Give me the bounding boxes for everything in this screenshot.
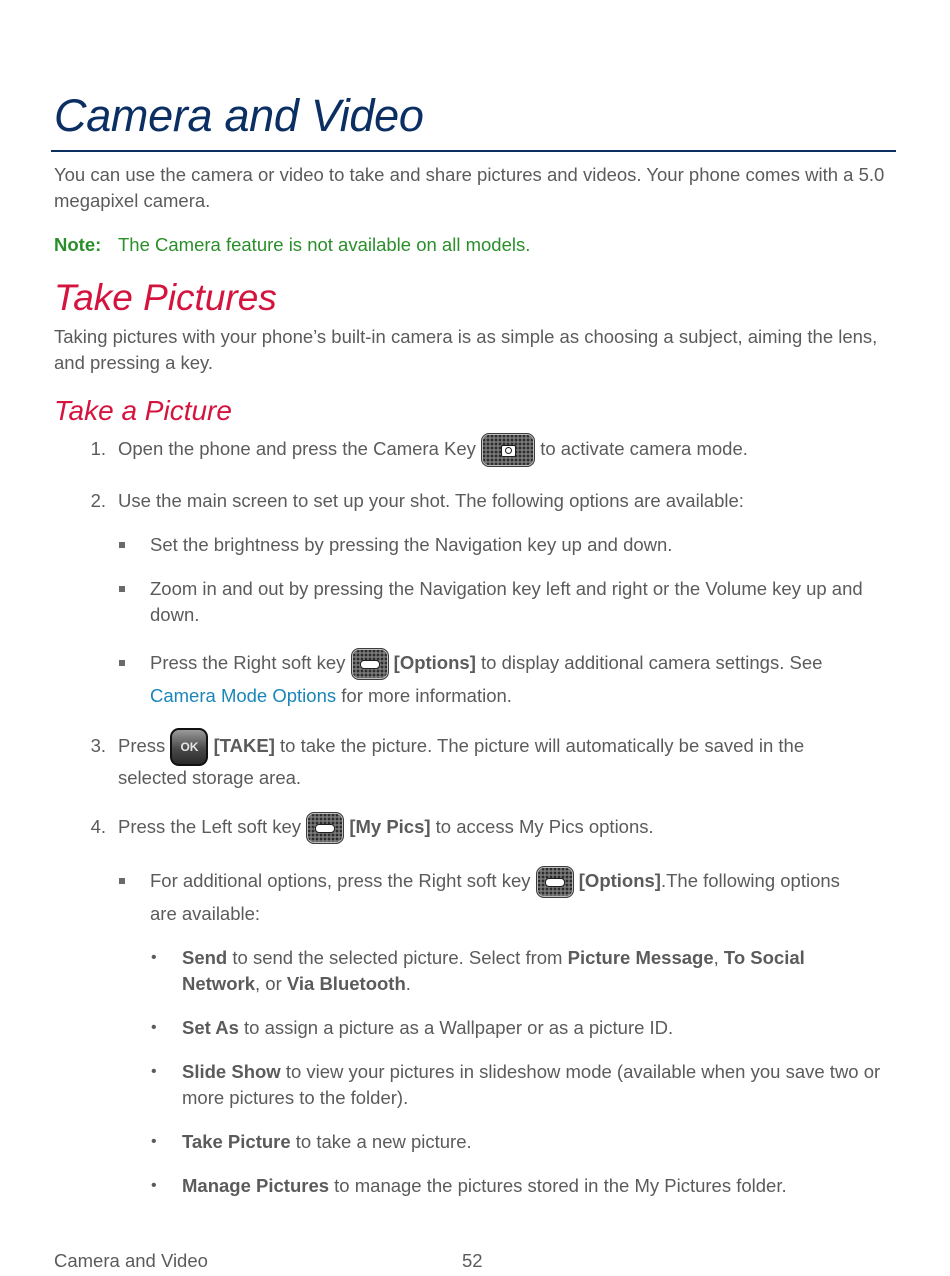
option-set-as bbox=[182, 1015, 882, 1041]
option-text: to take a new picture. bbox=[290, 1131, 472, 1152]
step-4 bbox=[118, 808, 898, 846]
subsection-heading-take-a-picture: Take a Picture bbox=[54, 395, 232, 426]
option-manage-pictures bbox=[182, 1173, 892, 1199]
bullet-dot: • bbox=[151, 1177, 157, 1194]
option-term: To Social Network bbox=[182, 947, 805, 994]
step-number: 1. bbox=[90, 438, 106, 459]
bullet-3-text-after: to display additional camera settings. See bbox=[481, 652, 823, 673]
title-rule bbox=[51, 150, 896, 152]
bullet-square bbox=[119, 542, 125, 548]
option-term: Set As bbox=[182, 1017, 239, 1038]
option-send bbox=[182, 945, 872, 997]
option-term: Slide Show bbox=[182, 1061, 281, 1082]
bullet-3-end: for more information. bbox=[341, 685, 512, 706]
options-label: [Options] bbox=[578, 870, 661, 891]
step-number: 2. bbox=[90, 490, 106, 511]
right-soft-key-icon bbox=[351, 648, 389, 680]
camera-key-icon bbox=[481, 433, 535, 467]
bullet-dot: • bbox=[151, 1063, 157, 1080]
step-3-line2: selected storage area. bbox=[118, 767, 302, 788]
option-text: to manage the pictures stored in the My Pictures folder. bbox=[329, 1175, 787, 1196]
camera-mode-options-link[interactable]: Camera Mode Options bbox=[150, 685, 337, 706]
intro-paragraph: You can use the camera or video to take and share pictures and videos. Your phone comes with a 5.0 megapixel camera. bbox=[54, 164, 885, 211]
option-term: Via Bluetooth bbox=[286, 973, 406, 994]
ok-key-icon: OK bbox=[170, 728, 208, 766]
separator: , bbox=[713, 947, 724, 968]
step-1-text-end: to activate camera mode. bbox=[540, 438, 748, 459]
option-term: Take Picture bbox=[182, 1131, 291, 1152]
step-3-text: Press bbox=[118, 735, 166, 756]
step-1-text: Open the phone and press the Camera Key bbox=[118, 438, 476, 459]
step-number: 3. bbox=[90, 735, 106, 756]
my-pics-label: [My Pics] bbox=[349, 816, 431, 837]
option-term: Picture Message bbox=[567, 947, 714, 968]
option-take-picture bbox=[182, 1129, 882, 1155]
option-term: Manage Pictures bbox=[182, 1175, 330, 1196]
step-4-text: Press the Left soft key bbox=[118, 816, 302, 837]
note-text: The Camera feature is not available on all models. bbox=[118, 234, 531, 255]
take-pictures-paragraph: Taking pictures with your phone’s built-in camera is as simple as choosing a subject, aiming the lens, and pressing a key. bbox=[54, 326, 878, 373]
step-2-bullet-3 bbox=[150, 645, 895, 681]
bullet-dot: • bbox=[151, 949, 157, 966]
bullet-square bbox=[119, 586, 125, 592]
step-2-bullet-1: Set the brightness by pressing the Navigation key up and down. bbox=[150, 534, 673, 555]
sub-text-after: .The following options bbox=[660, 870, 840, 891]
step-2-text: Use the main screen to set up your shot. The following options are available: bbox=[118, 490, 744, 511]
footer-section-title: Camera and Video bbox=[54, 1250, 208, 1271]
option-text: to send the selected picture. Select from bbox=[227, 947, 568, 968]
option-slide-show bbox=[182, 1059, 882, 1111]
bullet-square bbox=[119, 660, 125, 666]
right-soft-key-icon bbox=[536, 866, 574, 898]
bullet-3-text: Press the Right soft key bbox=[150, 652, 346, 673]
bullet-dot: • bbox=[151, 1019, 157, 1036]
step-4-sub bbox=[150, 863, 895, 899]
option-text: to assign a picture as a Wallpaper or as a picture ID. bbox=[238, 1017, 674, 1038]
sub-text: For additional options, press the Right soft key bbox=[150, 870, 531, 891]
option-text: to view your pictures in slideshow mode (available when you save two or more pictures to the folder). bbox=[182, 1061, 881, 1108]
step-4-sub-line2: are available: bbox=[150, 903, 261, 924]
step-2-bullet-2: Zoom in and out by pressing the Navigation key left and right or the Volume key up and down. bbox=[150, 578, 863, 625]
bullet-square bbox=[119, 878, 125, 884]
section-heading-take-pictures: Take Pictures bbox=[54, 277, 277, 318]
step-2-bullet-3-line2 bbox=[150, 683, 895, 709]
take-label: [TAKE] bbox=[213, 735, 275, 756]
step-3 bbox=[118, 727, 898, 766]
step-3-text-after: to take the picture. The picture will automatically be saved in the bbox=[280, 735, 805, 756]
step-number: 4. bbox=[90, 816, 106, 837]
option-term: Send bbox=[182, 947, 228, 968]
page-number: 52 bbox=[462, 1250, 483, 1271]
options-label: [Options] bbox=[393, 652, 476, 673]
left-soft-key-icon bbox=[306, 812, 344, 844]
step-1 bbox=[118, 430, 898, 468]
bullet-dot: • bbox=[151, 1133, 157, 1150]
note-label: Note: bbox=[54, 234, 102, 255]
page-title: Camera and Video bbox=[54, 90, 424, 141]
separator: . bbox=[405, 973, 411, 994]
note bbox=[54, 232, 530, 258]
step-4-text-after: to access My Pics options. bbox=[435, 816, 654, 837]
separator: , or bbox=[255, 973, 287, 994]
